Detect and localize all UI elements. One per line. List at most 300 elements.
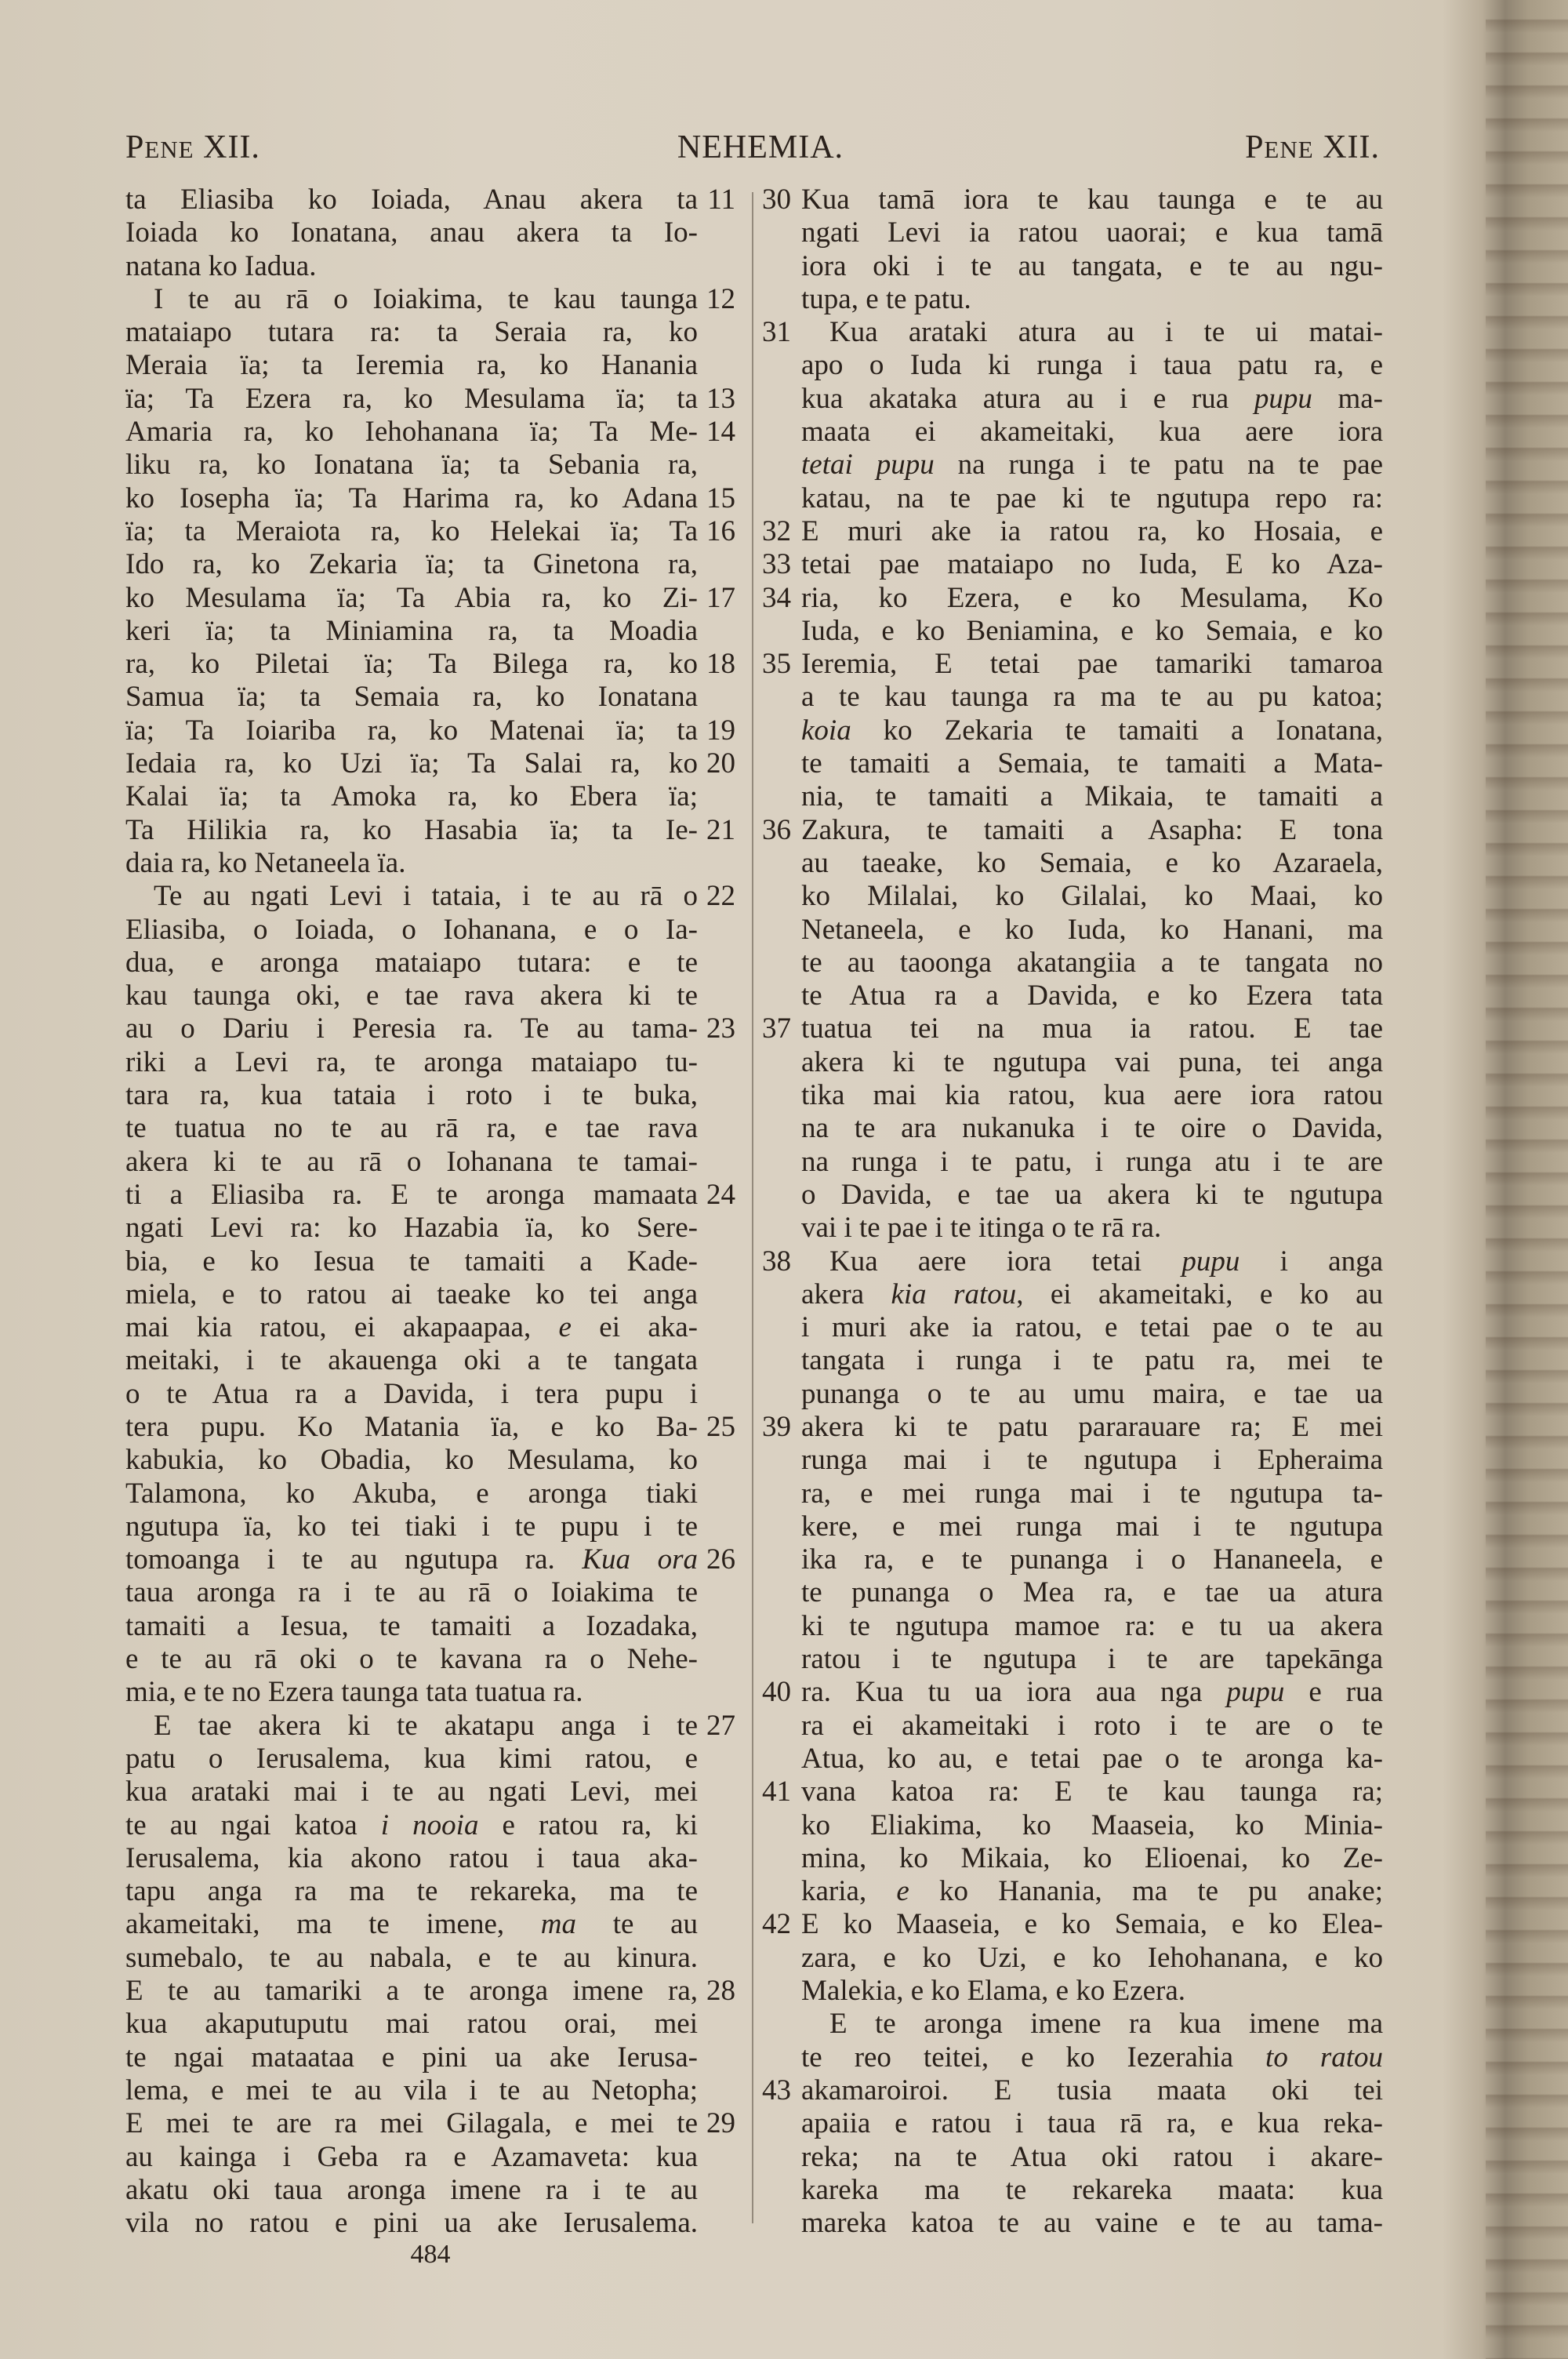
line-text — [801, 2008, 1383, 2041]
text-line — [762, 2141, 1383, 2174]
verse-number — [762, 1378, 801, 1411]
text-line — [125, 2107, 735, 2140]
line-text — [801, 1908, 1383, 1941]
verse-number — [762, 283, 801, 316]
text-line — [125, 349, 735, 382]
text-line — [125, 780, 735, 813]
text-line — [762, 482, 1383, 515]
text-run: te tamaiti a Semaia, te tamaiti a Mata- — [801, 747, 1383, 780]
line-text — [801, 2107, 1383, 2140]
text-line — [762, 250, 1383, 283]
line-text — [801, 582, 1383, 615]
text-line — [125, 2041, 735, 2074]
verse-number — [698, 1875, 735, 1908]
text-run: ngati Levi ia ratou uaorai; e kua tamā — [801, 216, 1383, 249]
line-text — [801, 1378, 1383, 1411]
text-run: Kalai ïa; ta Amoka ra, ko Ebera ïa; — [125, 780, 698, 813]
verse-number — [762, 1212, 801, 1245]
text-line — [762, 1743, 1383, 1776]
text-run: ika ra, e te punanga i o Hananeela, e — [801, 1543, 1383, 1576]
line-text — [125, 2207, 698, 2240]
text-line — [125, 914, 735, 947]
line-text — [801, 2141, 1383, 2174]
text-line — [125, 1046, 735, 1079]
text-line — [762, 1311, 1383, 1344]
verse-number — [698, 615, 735, 648]
line-text — [125, 582, 698, 615]
text-line — [125, 880, 735, 913]
line-text — [125, 383, 698, 416]
verse-number: 38 — [762, 1245, 791, 1278]
text-run: Talamona, ko Akuba, e aronga tiaki — [125, 1477, 698, 1510]
text-line — [762, 548, 1383, 581]
right-column — [762, 184, 1383, 2240]
line-text — [801, 648, 1383, 681]
text-run: miela, e to ratou ai taeake ko tei anga — [125, 1278, 698, 1310]
line-text — [801, 1543, 1383, 1576]
line-text — [125, 780, 698, 813]
line-text — [801, 1975, 1383, 2008]
line-text — [801, 1311, 1383, 1344]
line-text — [801, 250, 1383, 283]
line-text — [801, 1146, 1383, 1179]
line-text — [801, 1245, 1383, 1278]
line-text — [801, 980, 1383, 1012]
verse-number — [762, 1875, 801, 1908]
verse-number — [762, 980, 801, 1012]
text-line — [762, 1112, 1383, 1145]
text-line — [125, 1510, 735, 1543]
text-line — [125, 1809, 735, 1842]
verse-number — [762, 1510, 801, 1543]
text-line — [762, 1278, 1383, 1311]
verse-number — [698, 1278, 735, 1311]
verse-number — [698, 2141, 735, 2174]
line-text — [125, 1908, 698, 1941]
verse-number — [698, 250, 735, 283]
verse-number — [698, 1378, 735, 1411]
line-text — [801, 1942, 1383, 1975]
running-head-right-chapter: XII. — [1313, 129, 1380, 165]
text-run: zara, e ko Uzi, e ko Iehohanana, e ko — [801, 1941, 1383, 1974]
line-text — [125, 880, 698, 913]
text-line — [762, 980, 1383, 1012]
line-text — [801, 1842, 1383, 1875]
italic-text: kia ratou — [891, 1278, 1017, 1310]
line-text — [801, 1411, 1383, 1444]
verse-number — [698, 1478, 735, 1510]
line-text — [125, 1378, 698, 1411]
text-line — [125, 2008, 735, 2041]
text-run: tetai pae mataiapo no Iuda, E ko Aza- — [801, 548, 1383, 581]
text-run: tomoanga i te au ngutupa ra. — [125, 1543, 583, 1576]
verse-number — [762, 1344, 801, 1377]
text-run: mia, e te no Ezera taunga tata tuatua ra. — [125, 1676, 583, 1709]
verse-number: 28 — [706, 1975, 735, 2008]
verse-number: 20 — [706, 747, 735, 780]
text-line — [125, 316, 735, 349]
text-line — [762, 2008, 1383, 2041]
text-run: nia, te tamaiti a Mikaia, te tamaiti a — [801, 780, 1383, 813]
text-run: ïa; Ta Ezera ra, ko Mesulama ïa; ta — [125, 382, 698, 415]
verse-number — [698, 1942, 735, 1975]
line-text — [125, 283, 698, 316]
text-run: liku ra, ko Ionatana ïa; ta Sebania ra, — [125, 449, 698, 482]
text-run: kabukia, ko Obadia, ko Mesulama, ko — [125, 1444, 698, 1477]
text-line — [125, 216, 735, 249]
verse-number: 42 — [762, 1908, 791, 1941]
text-run: Ieremia, E tetai pae tamariki tamaroa — [801, 648, 1383, 681]
text-line — [125, 416, 735, 449]
column-divider — [752, 192, 753, 2223]
text-line — [125, 482, 735, 515]
text-line — [125, 947, 735, 980]
line-text — [125, 1212, 698, 1245]
verse-number — [698, 316, 735, 349]
text-run: ïa; Ta Ioiariba ra, ko Matenai ïa; ta — [125, 714, 698, 747]
line-text — [801, 1212, 1383, 1245]
text-run: ko Iosepha ïa; Ta Harima ra, ko Adana — [125, 482, 698, 514]
text-line — [762, 1942, 1383, 1975]
line-text — [125, 1643, 698, 1676]
text-line — [125, 1278, 735, 1311]
text-run: Kua tamā iora te kau taunga e te au — [801, 184, 1383, 216]
running-head-left-initial: P — [125, 129, 145, 165]
text-run: na te ara nukanuka i te oire o Davida, — [801, 1112, 1383, 1145]
text-run: mareka katoa te au vaine e te au tama- — [801, 2207, 1383, 2240]
line-text — [125, 681, 698, 714]
verse-number — [762, 449, 801, 482]
line-text — [801, 847, 1383, 880]
text-line — [762, 216, 1383, 249]
verse-number — [762, 1478, 801, 1510]
verse-number — [762, 1643, 801, 1676]
text-run: mai kia ratou, ei akapaapaa, — [125, 1311, 559, 1344]
text-line — [762, 1875, 1383, 1908]
italic-text: pupu — [1254, 382, 1312, 415]
line-text — [125, 1576, 698, 1609]
running-head-left-chapter: XII. — [194, 129, 260, 165]
text-line — [762, 349, 1383, 382]
text-line — [125, 582, 735, 615]
line-text — [801, 1610, 1383, 1643]
text-line — [125, 1842, 735, 1875]
verse-number — [698, 914, 735, 947]
verse-number — [698, 1576, 735, 1609]
text-line — [762, 1344, 1383, 1377]
verse-number — [698, 1146, 735, 1179]
verse-number: 25 — [706, 1410, 735, 1443]
verse-number — [698, 681, 735, 714]
text-run: ria, ko Ezera, e ko Mesulama, Ko — [801, 581, 1383, 614]
text-run: akameitaki, ma te imene, — [125, 1908, 541, 1941]
line-text — [801, 449, 1383, 482]
text-line — [762, 1046, 1383, 1079]
text-run: te Atua ra a Davida, e ko Ezera tata — [801, 980, 1383, 1012]
verse-number — [762, 847, 801, 880]
verse-number — [762, 2141, 801, 2174]
text-line — [125, 1146, 735, 1179]
text-run: ra, e mei runga mai i te ngutupa ta- — [801, 1477, 1383, 1510]
verse-number — [762, 349, 801, 382]
text-run: Kua aere iora tetai — [829, 1245, 1182, 1278]
text-run: Ido ra, ko Zekaria ïa; ta Ginetona ra, — [125, 548, 698, 581]
text-line — [762, 1510, 1383, 1543]
text-line — [762, 1576, 1383, 1609]
line-text — [801, 780, 1383, 813]
line-text — [801, 814, 1383, 847]
running-head-right-initial: P — [1245, 129, 1265, 165]
verse-number: 18 — [706, 648, 735, 681]
line-text — [125, 1311, 698, 1344]
text-line — [125, 250, 735, 283]
text-line — [762, 449, 1383, 482]
text-run: ko Eliakima, ko Maaseia, ko Minia- — [801, 1808, 1383, 1841]
text-line — [762, 615, 1383, 648]
text-line — [762, 681, 1383, 714]
text-run: kua arataki mai i te au ngati Levi, mei — [125, 1776, 698, 1808]
verse-number — [762, 1311, 801, 1344]
text-run: Samua ïa; ta Semaia ra, ko Ionatana — [125, 681, 698, 714]
verse-number: 30 — [762, 184, 791, 216]
verse-number — [762, 1046, 801, 1079]
text-line — [762, 1776, 1383, 1808]
verse-number — [698, 216, 735, 249]
text-run: ratou i te ngutupa i te are tapekānga — [801, 1643, 1383, 1676]
verse-number — [762, 780, 801, 813]
text-line — [125, 1311, 735, 1344]
line-text — [125, 1179, 698, 1212]
line-text — [125, 1610, 698, 1643]
italic-text: e — [896, 1875, 909, 1908]
text-run: sumebalo, te au nabala, e te au kinura. — [125, 1941, 698, 1974]
text-line — [125, 1012, 735, 1045]
text-run: o te Atua ra a Davida, i tera pupu i — [125, 1377, 698, 1410]
text-run: Atua, ko au, e tetai pae o te aronga ka- — [801, 1742, 1383, 1775]
italic-text: e — [558, 1311, 572, 1344]
line-text — [125, 1510, 698, 1543]
line-text — [801, 515, 1383, 548]
text-run: kua akaputuputu mai ratou orai, mei — [125, 2008, 698, 2041]
verse-number — [698, 2207, 735, 2240]
verse-number — [762, 747, 801, 780]
verse-number — [762, 1146, 801, 1179]
text-run: natana ko Iadua. — [125, 249, 317, 282]
text-run: Iedaia ra, ko Uzi ïa; Ta Salai ra, ko — [125, 747, 698, 780]
text-run: meitaki, i te akauenga oki a te tangata — [125, 1344, 698, 1377]
line-text — [801, 1444, 1383, 1477]
text-line — [125, 1179, 735, 1212]
verse-number — [698, 780, 735, 813]
text-line — [762, 1444, 1383, 1477]
verse-number — [698, 1344, 735, 1377]
text-run: te au taoonga akatangiia a te tangata no — [801, 946, 1383, 979]
text-line — [125, 1576, 735, 1609]
text-run: te au — [576, 1908, 698, 1941]
verse-number — [762, 2174, 801, 2207]
text-run: bia, e ko Iesua te tamaiti a Kade- — [125, 1245, 698, 1278]
text-line — [762, 847, 1383, 880]
line-text — [801, 216, 1383, 249]
line-text — [125, 1842, 698, 1875]
verse-number: 34 — [762, 581, 791, 614]
verse-number: 13 — [706, 382, 735, 415]
verse-number: 15 — [706, 482, 735, 514]
text-run: ta Eliasiba ko Ioiada, Anau akera ta — [125, 184, 698, 216]
text-run: akera ki te patu pararauare ra; E mei — [801, 1410, 1383, 1443]
text-line — [762, 316, 1383, 349]
text-run: iora oki i te au tangata, e te au ngu- — [801, 249, 1383, 282]
line-text — [801, 2041, 1383, 2074]
text-line — [762, 2074, 1383, 2107]
line-text — [125, 2041, 698, 2074]
verse-number — [698, 1046, 735, 1079]
text-run: patu o Ierusalema, kua kimi ratou, e — [125, 1742, 698, 1775]
text-line — [762, 582, 1383, 615]
verse-number — [762, 250, 801, 283]
verse-number — [762, 2207, 801, 2240]
text-run: tupa, e te patu. — [801, 282, 971, 315]
line-text — [125, 1278, 698, 1311]
text-line — [762, 383, 1383, 416]
running-head-book-title: NEHEMIA. — [677, 129, 844, 165]
text-run: vana katoa ra: E te kau taunga ra; — [801, 1776, 1383, 1808]
verse-number: 39 — [762, 1410, 791, 1443]
line-text — [125, 1046, 698, 1079]
verse-number — [698, 1908, 735, 1941]
text-run: kua akataka atura au i e rua — [801, 382, 1254, 415]
verse-number — [698, 1079, 735, 1112]
verse-number — [698, 1776, 735, 1808]
line-text — [801, 1046, 1383, 1079]
line-text — [801, 349, 1383, 382]
line-text — [801, 615, 1383, 648]
text-run: ko Hanania, ma te pu anake; — [909, 1875, 1384, 1908]
text-run: E te au tamariki a te aronga imene ra, — [125, 1975, 698, 2008]
text-line — [762, 1478, 1383, 1510]
italic-text: pupu — [1226, 1676, 1285, 1709]
line-text — [801, 2174, 1383, 2207]
verse-number — [698, 2074, 735, 2107]
verse-number — [698, 1212, 735, 1245]
text-run: ra ei akameitaki i roto i te are o te — [801, 1709, 1383, 1742]
text-line — [762, 1411, 1383, 1444]
verse-number — [698, 2174, 735, 2207]
text-line — [125, 1478, 735, 1510]
text-run: Ierusalema, kia akono ratou i taua aka- — [125, 1841, 698, 1874]
line-text — [801, 2207, 1383, 2240]
text-run: Ioiada ko Ionatana, anau akera ta Io- — [125, 216, 698, 249]
text-line — [125, 714, 735, 747]
text-line — [762, 1146, 1383, 1179]
text-line — [125, 2174, 735, 2207]
verse-number: 12 — [706, 282, 735, 315]
text-line — [762, 1610, 1383, 1643]
text-line — [125, 648, 735, 681]
verse-number — [698, 1610, 735, 1643]
text-run: taua aronga ra i te au rā o Ioiakima te — [125, 1576, 698, 1609]
line-text — [801, 880, 1383, 913]
verse-number — [698, 1311, 735, 1344]
text-run: te punanga o Mea ra, e tae ua atura — [801, 1576, 1383, 1609]
text-run: akera — [801, 1278, 891, 1310]
line-text — [801, 1344, 1383, 1377]
text-line — [125, 1710, 735, 1743]
text-run: e ratou ra, ki — [478, 1808, 699, 1841]
text-run: te tuatua no te au rā ra, e tae rava — [125, 1112, 698, 1145]
text-line — [762, 1975, 1383, 2008]
text-line — [125, 1543, 735, 1576]
text-line — [125, 1378, 735, 1411]
text-run: karia, — [801, 1875, 897, 1908]
line-text — [801, 1809, 1383, 1842]
facing-page-edge — [1486, 0, 1568, 2359]
text-run: katau, na te pae ki te ngutupa repo ra: — [801, 482, 1383, 514]
text-run: maata ei akameitaki, kua aere iora — [801, 416, 1383, 449]
verse-number — [698, 1809, 735, 1842]
text-line — [762, 1842, 1383, 1875]
line-text — [125, 2141, 698, 2174]
text-run: i muri ake ia ratou, e tetai pae o te au — [801, 1311, 1383, 1344]
line-text — [801, 1079, 1383, 1112]
line-text — [125, 1245, 698, 1278]
text-run: te au ngai katoa — [125, 1808, 381, 1841]
text-run: ki te ngutupa mamoe ra: e tu ua akera — [801, 1609, 1383, 1642]
verse-number — [762, 2107, 801, 2140]
line-text — [125, 1543, 698, 1576]
text-line — [762, 416, 1383, 449]
text-line — [125, 449, 735, 482]
text-run: Iuda, e ko Beniamina, e ko Semaia, e ko — [801, 614, 1383, 647]
text-line — [762, 1212, 1383, 1245]
text-run: punanga o te au umu maira, e tae ua — [801, 1377, 1383, 1410]
text-line — [125, 548, 735, 581]
verse-number — [698, 548, 735, 581]
verse-number — [762, 1444, 801, 1477]
text-run: ngati Levi ra: ko Hazabia ïa, ko Sere- — [125, 1212, 698, 1245]
line-text — [125, 1112, 698, 1145]
text-run: e te au rā oki o te kavana ra o Nehe- — [125, 1643, 698, 1676]
line-text — [801, 1776, 1383, 1808]
verse-number: 33 — [762, 548, 791, 581]
line-text — [801, 1875, 1383, 1908]
italic-text: tetai pupu — [801, 449, 935, 482]
line-text — [801, 1179, 1383, 1212]
verse-number — [762, 914, 801, 947]
verse-number — [762, 1610, 801, 1643]
text-run: E ko Maaseia, e ko Semaia, e ko Elea- — [801, 1908, 1383, 1941]
text-run: a te kau taunga ra ma te au pu katoa; — [801, 681, 1383, 714]
line-text — [125, 1444, 698, 1477]
line-text — [125, 814, 698, 847]
line-text — [801, 316, 1383, 349]
text-line — [762, 1643, 1383, 1676]
verse-number — [762, 482, 801, 515]
text-line — [762, 880, 1383, 913]
page-number: 484 — [410, 2240, 451, 2269]
text-line — [125, 1212, 735, 1245]
line-text — [125, 1478, 698, 1510]
line-text — [125, 416, 698, 449]
text-run: Netaneela, e ko Iuda, ko Hanani, ma — [801, 913, 1383, 946]
text-line — [762, 1012, 1383, 1045]
line-text — [801, 383, 1383, 416]
text-line — [762, 780, 1383, 813]
text-run: ko Zekaria te tamaiti a Ionatana, — [851, 714, 1383, 747]
text-run: Meraia ïa; ta Ieremia ra, ko Hanania — [125, 349, 698, 382]
text-line — [762, 1378, 1383, 1411]
line-text — [125, 349, 698, 382]
